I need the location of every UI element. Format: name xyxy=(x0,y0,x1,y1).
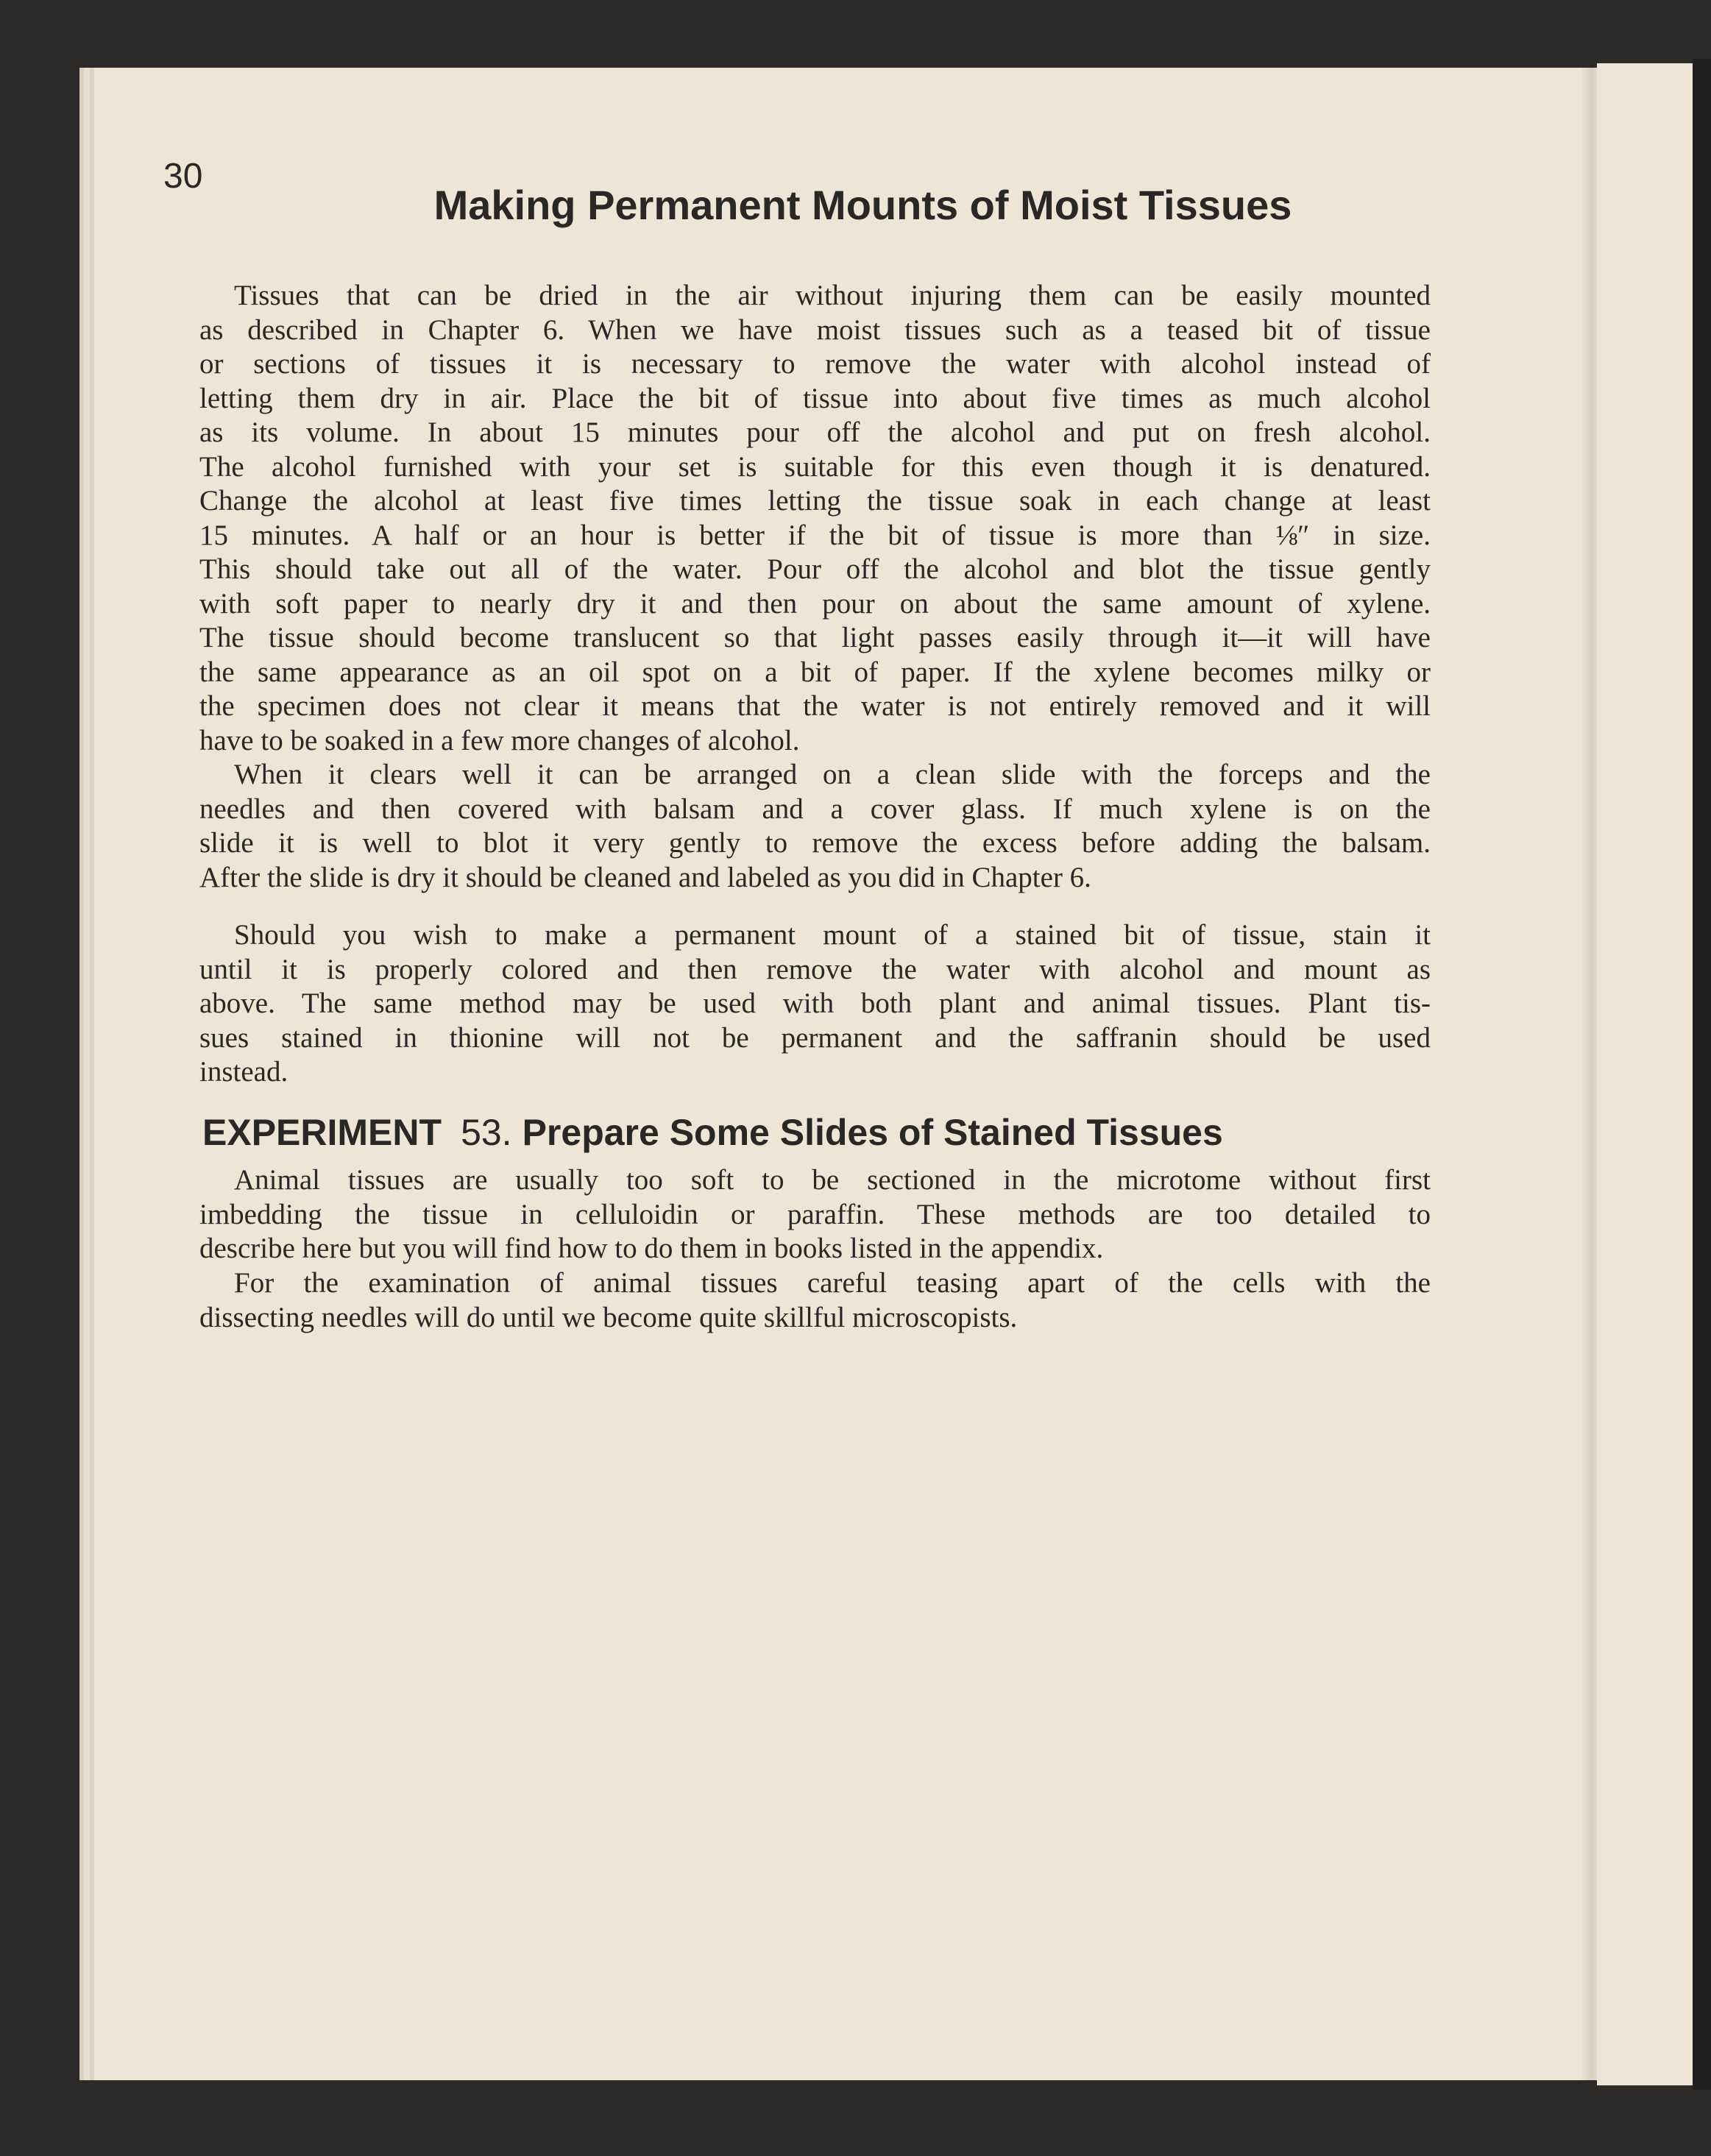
text-line: the same appearance as an oil spot on a bit of paper. If the xylene becomes milky or xyxy=(199,656,1431,688)
text-line: Should you wish to make a permanent mount of a stained bit of tissue, stain it xyxy=(234,919,1431,951)
experiment-number: 53. xyxy=(461,1112,512,1153)
experiment-title: Prepare Some Slides of Stained Tissues xyxy=(522,1112,1223,1153)
text-line: slide it is well to blot it very gently to remove the excess before adding the balsam. xyxy=(199,827,1431,859)
text-line: The alcohol furnished with your set is suitable for this even though it is denatured. xyxy=(199,450,1431,483)
text-line: above. The same method may be used with both plant and animal tissues. Plant tis- xyxy=(199,987,1431,1019)
experiment-label: EXPERIMENT xyxy=(202,1112,442,1153)
text-line: sues stained in thionine will not be permanent and the saffranin should be used xyxy=(199,1021,1431,1054)
text-line: Tissues that can be dried in the air without injuring them can be easily mounted xyxy=(234,280,1431,311)
text-line: instead. xyxy=(199,1056,288,1088)
page-number: 30 xyxy=(163,157,203,196)
text-line: until it is properly colored and then remove the water with alcohol and mount as xyxy=(199,953,1431,985)
text-line: When it clears well it can be arranged on a clean slide with the forceps and the xyxy=(234,759,1431,790)
text-line: dissecting needles will do until we become quite skillful microscopists. xyxy=(199,1301,1018,1333)
text-line: Change the alcohol at least five times letting the tissue soak in each change at least xyxy=(199,485,1431,517)
paragraph-alcohol-dehydration xyxy=(199,279,1431,758)
paragraph-teasing xyxy=(199,1266,1431,1335)
text-line: the specimen does not clear it means that the water is not entirely removed and it will xyxy=(199,690,1431,722)
facing-page-edge xyxy=(1597,63,1693,2085)
text-line: needles and then covered with balsam and a cover glass. If much xylene is on the xyxy=(199,792,1431,825)
text-line: have to be soaked in a few more changes of alcohol. xyxy=(199,724,800,756)
page-title: Making Permanent Mounts of Moist Tissues xyxy=(433,182,1292,228)
text-line: letting them dry in air. Place the bit of tissue into about five times as much alcohol xyxy=(199,382,1431,414)
text-line: The tissue should become translucent so that light passes easily through it—it will have xyxy=(199,622,1431,653)
paragraph-stained-tissue xyxy=(199,918,1431,1090)
text-line: For the examination of animal tissues careful teasing apart of the cells with the xyxy=(234,1267,1431,1299)
text-line: as described in Chapter 6. When we have moist tissues such as a teased bit of tissue xyxy=(199,313,1431,346)
experiment-heading xyxy=(202,1111,1223,1154)
text-line: with soft paper to nearly dry it and then pour on about the same amount of xylene. xyxy=(199,587,1431,620)
text-line: This should take out all of the water. Pour off the alcohol and blot the tissue gently xyxy=(199,553,1431,585)
text-line: imbedding the tissue in celluloidin or paraffin. These methods are too detailed to xyxy=(199,1198,1431,1230)
text-line: After the slide is dry it should be cleaned and labeled as you did in Chapter 6. xyxy=(199,861,1091,893)
paragraph-mounting xyxy=(199,758,1431,895)
scan-background-edge xyxy=(1693,59,1711,2090)
text-line: Animal tissues are usually too soft to be sectioned in the microtome without first xyxy=(234,1164,1431,1196)
text-line: as its volume. In about 15 minutes pour off the alcohol and put on fresh alcohol. xyxy=(199,416,1431,448)
text-line: 15 minutes. A half or an hour is better if the bit of tissue is more than ⅛″ in size. xyxy=(199,519,1431,551)
paragraph-animal-tissues xyxy=(199,1163,1431,1266)
text-line: or sections of tissues it is necessary to remove the water with alcohol instead of xyxy=(199,348,1431,380)
text-line: describe here but you will find how to do them in books listed in the appendix. xyxy=(199,1233,1104,1264)
